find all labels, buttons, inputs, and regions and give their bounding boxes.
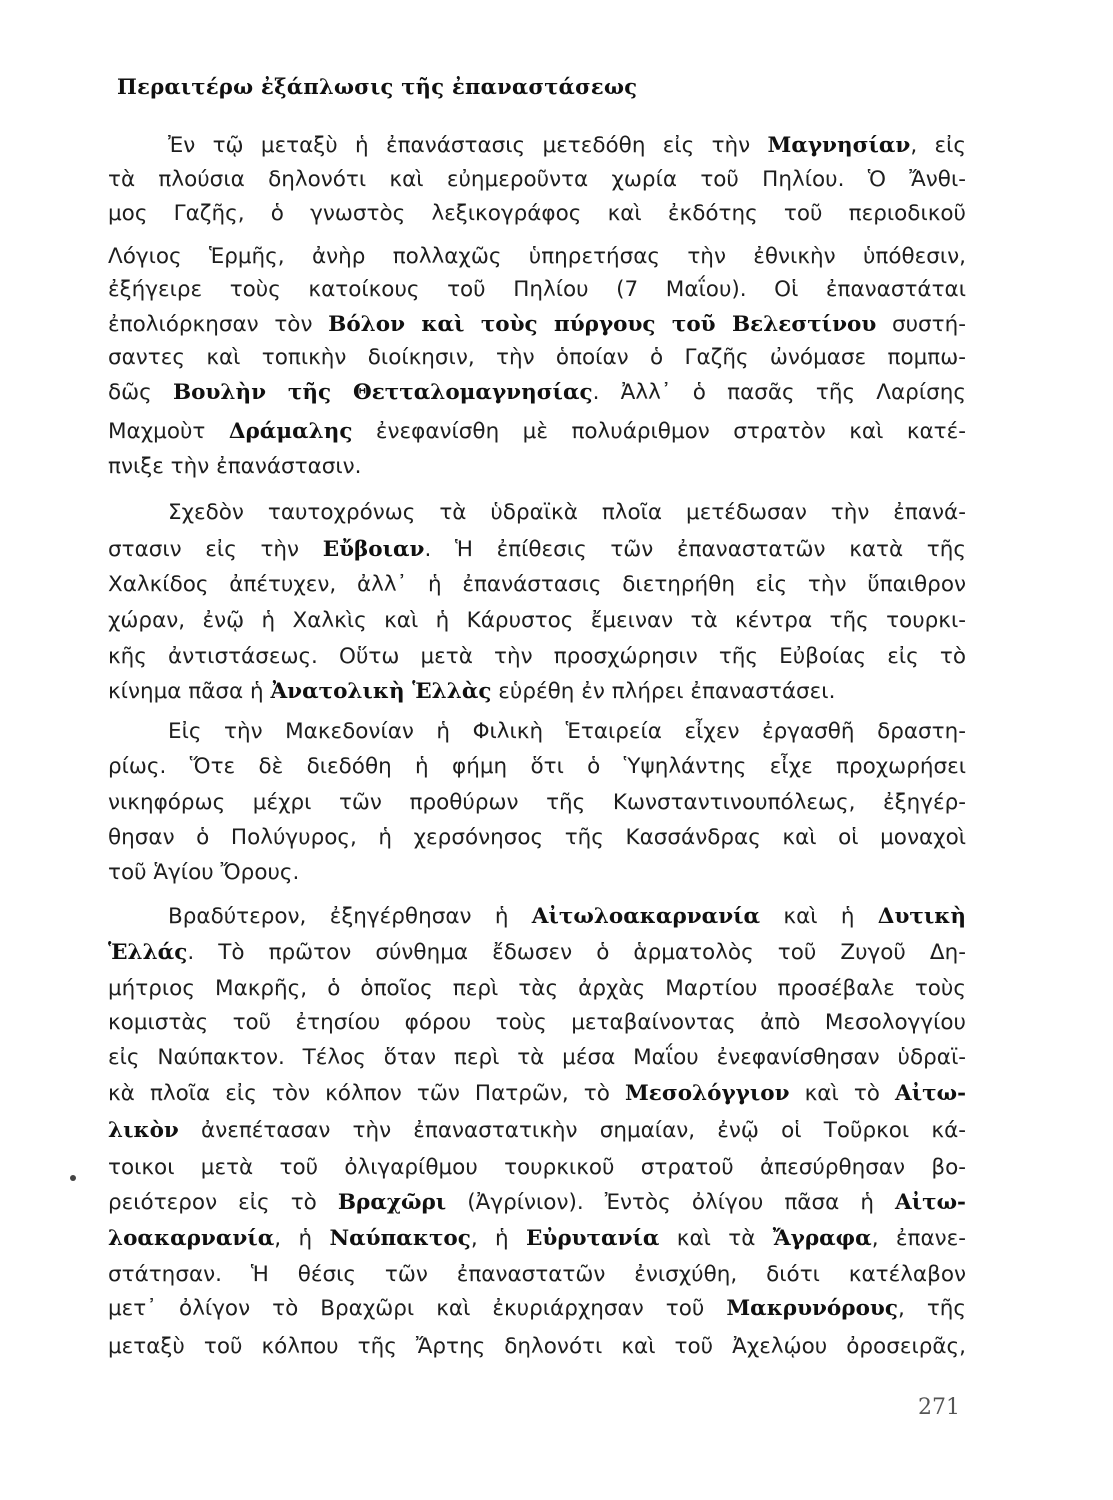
text-line: ρίως. Ὅτε δὲ διεδόθη ἡ φήμη ὅτι ὁ Ὑψηλάντης εἶχε προχωρήσει bbox=[108, 754, 966, 779]
text-line: ρειότερον εἰς τὸ Βραχῶρι (Ἀγρίνιον). Ἐντὸς ὀλίγου πᾶσα ἡ Αἰτω- bbox=[108, 1190, 966, 1215]
section-heading: Περαιτέρω ἐξάπλωσις τῆς ἐπαναστάσεως bbox=[117, 74, 638, 99]
text-line: μεταξὺ τοῦ κόλπου τῆς Ἄρτης δηλονότι καὶ τοῦ Ἀχελῴου ὀροσειρᾶς, bbox=[108, 1334, 966, 1359]
text-line: Λόγιος Ἑρμῆς, ἀνὴρ πολλαχῶς ὑπηρετήσας τὴν ἐθνικὴν ὑπόθεσιν, bbox=[108, 244, 966, 269]
text-line: ἐξήγειρε τοὺς κατοίκους τοῦ Πηλίου (7 Μαΐου). Οἱ ἐπαναστάται bbox=[108, 277, 966, 302]
margin-mark bbox=[70, 1175, 76, 1181]
text-line: Βραδύτερον, ἐξηγέρθησαν ἡ Αἰτωλοακαρνανία καὶ ἡ Δυτικὴ bbox=[168, 904, 967, 929]
text-line: εἰς Ναύπακτον. Τέλος ὅταν περὶ τὰ μέσα Μαΐου ἐνεφανίσθησαν ὑδραϊ- bbox=[108, 1045, 966, 1070]
text-line: Εἰς τὴν Μακεδονίαν ἡ Φιλικὴ Ἑταιρεία εἶχεν ἐργασθῆ δραστη- bbox=[168, 719, 966, 744]
text-line: κὰ πλοῖα εἰς τὸν κόλπον τῶν Πατρῶν, τὸ Μεσολόγγιον καὶ τὸ Αἰτω- bbox=[108, 1081, 966, 1106]
page-number: 271 bbox=[918, 1395, 960, 1420]
text-line: κῆς ἀντιστάσεως. Οὕτω μετὰ τὴν προσχώρησιν τῆς Εὐβοίας εἰς τὸ bbox=[108, 644, 966, 669]
text-line: πνιξε τὴν ἐπανάστασιν. bbox=[108, 454, 362, 479]
text-line: κομιστὰς τοῦ ἐτησίου φόρου τοὺς μεταβαίνοντας ἀπὸ Μεσολογγίου bbox=[108, 1010, 966, 1035]
text-line: σαντες καὶ τοπικὴν διοίκησιν, τὴν ὁποίαν ὁ Γαζῆς ὠνόμασε πομπω- bbox=[108, 345, 966, 370]
text-line: κίνημα πᾶσα ἡ Ἀνατολικὴ Ἑλλὰς εὑρέθη ἐν πλήρει ἐπαναστάσει. bbox=[108, 679, 836, 704]
text-line: στασιν εἰς τὴν Εὔβοιαν. Ἡ ἐπίθεσις τῶν ἐπαναστατῶν κατὰ τῆς bbox=[108, 537, 966, 562]
text-line: ἐπολιόρκησαν τὸν Βόλον καὶ τοὺς πύργους τοῦ Βελεστίνου συστή- bbox=[108, 312, 966, 337]
text-line: τοικοι μετὰ τοῦ ὀλιγαρίθμου τουρκικοῦ στρατοῦ ἀπεσύρθησαν βο- bbox=[108, 1155, 966, 1180]
text-line: Ἑλλάς. Τὸ πρῶτον σύνθημα ἔδωσεν ὁ ἁρματολὸς τοῦ Ζυγοῦ Δη- bbox=[108, 940, 966, 965]
text-line: νικηφόρως μέχρι τῶν προθύρων τῆς Κωνσταντινουπόλεως, ἐξηγέρ- bbox=[108, 790, 966, 815]
text-line: Χαλκίδος ἀπέτυχεν, ἀλλ᾽ ἡ ἐπανάστασις διετηρήθη εἰς τὴν ὕπαιθρον bbox=[108, 572, 966, 597]
text-line: Μαχμοὺτ Δράμαλης ἐνεφανίσθη μὲ πολυάριθμον στρατὸν καὶ κατέ- bbox=[108, 419, 966, 444]
text-line: τὰ πλούσια δηλονότι καὶ εὐημεροῦντα χωρία τοῦ Πηλίου. Ὁ Ἄνθι- bbox=[108, 167, 966, 192]
text-line: δῶς Βουλὴν τῆς Θετταλομαγνησίας. Ἀλλ᾽ ὁ πασᾶς τῆς Λαρίσης bbox=[108, 380, 966, 405]
text-line: τοῦ Ἁγίου Ὄρους. bbox=[108, 860, 300, 885]
text-line: Σχεδὸν ταυτοχρόνως τὰ ὑδραϊκὰ πλοῖα μετέδωσαν τὴν ἐπανά- bbox=[168, 500, 966, 525]
text-line: μος Γαζῆς, ὁ γνωστὸς λεξικογράφος καὶ ἐκδότης τοῦ περιοδικοῦ bbox=[108, 201, 966, 226]
text-line: λικὸν ἀνεπέτασαν τὴν ἐπαναστατικὴν σημαίαν, ἐνῷ οἱ Τοῦρκοι κά- bbox=[108, 1118, 966, 1143]
text-line: θησαν ὁ Πολύγυρος, ἡ χερσόνησος τῆς Κασσάνδρας καὶ οἱ μοναχοὶ bbox=[108, 825, 966, 850]
text-line: μήτριος Μακρῆς, ὁ ὁποῖος περὶ τὰς ἀρχὰς Μαρτίου προσέβαλε τοὺς bbox=[108, 976, 966, 1001]
text-line: μετ᾽ ὀλίγον τὸ Βραχῶρι καὶ ἐκυριάρχησαν τοῦ Μακρυνόρους, τῆς bbox=[108, 1296, 967, 1321]
text-line: Ἐν τῷ μεταξὺ ἡ ἐπανάστασις μετεδόθη εἰς τὴν Μαγνησίαν, εἰς bbox=[168, 133, 966, 158]
text-line: στάτησαν. Ἡ θέσις τῶν ἐπαναστατῶν ἐνισχύθη, διότι κατέλαβον bbox=[108, 1262, 966, 1287]
text-line: χώραν, ἐνῷ ἡ Χαλκὶς καὶ ἡ Κάρυστος ἔμειναν τὰ κέντρα τῆς τουρκι- bbox=[108, 608, 966, 633]
text-line: λοακαρνανία, ἡ Ναύπακτος, ἡ Εὐρυτανία καὶ τὰ Ἄγραφα, ἐπανε- bbox=[108, 1226, 967, 1251]
